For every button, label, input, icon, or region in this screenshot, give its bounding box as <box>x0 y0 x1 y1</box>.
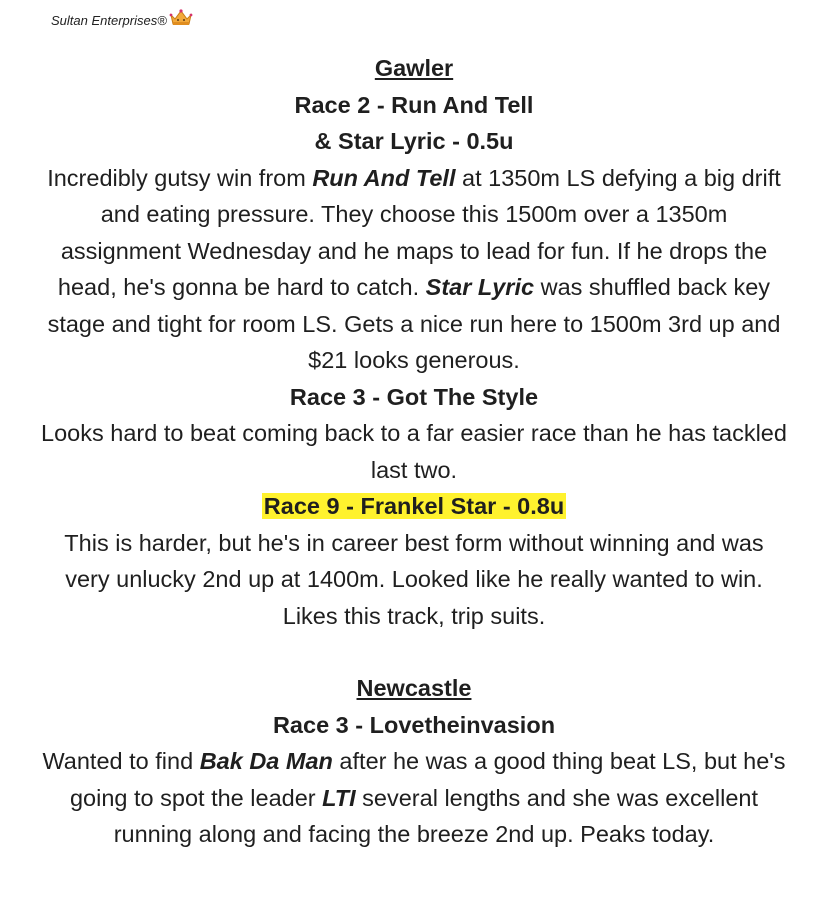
horse-name: Star Lyric <box>425 274 535 300</box>
horse-name: Run And Tell <box>312 164 456 191</box>
race-2-description <box>40 160 788 379</box>
brand-header <box>51 10 193 30</box>
race-2-title: Race 2 - Run And Tell <box>294 91 534 118</box>
race-9-description: This is harder, but he's in career best form without winning and was very unlucky 2nd up at 1400m. Looked like he really wanted to win. Likes this track, trip suits. <box>64 529 764 629</box>
text-fragment: was shuffled back key stage and tight for room LS. Gets a nice run here to 1500m 3rd up and $21 looks generous. <box>47 274 781 373</box>
horse-name: LTI <box>322 784 356 811</box>
text-fragment: Incredibly gutsy win from <box>47 164 313 191</box>
text-fragment: Wanted to find <box>42 748 200 774</box>
section-spacer <box>40 634 788 670</box>
text-fragment: several lengths and she was excellent running along and facing the breeze 2nd up. Peaks today. <box>113 784 758 847</box>
newcastle-race-3-description <box>40 743 788 853</box>
venue-heading-newcastle: Newcastle <box>356 675 472 701</box>
race-3-title: Race 3 - Got The Style <box>289 383 539 410</box>
race-9-title-highlighted: Race 9 - Frankel Star - 0.8u <box>263 493 565 519</box>
newcastle-race-3-title: Race 3 - Lovetheinvasion <box>272 711 556 738</box>
venue-heading-gawler: Gawler <box>374 55 454 81</box>
text-fragment: after he was a good thing beat LS, but he's going to spot the leader <box>69 748 786 811</box>
race-3-description: Looks hard to beat coming back to a far easier race than he has tackled last two. <box>41 420 787 483</box>
horse-name: Bak Da Man <box>199 748 333 774</box>
text-fragment: at 1350m LS defying a big drift and eating pressure. They choose this 1500m over a 1350m assignment Wednesday and he maps to lead for fun. If he drops the head, he's gonna be hard to catch. <box>57 164 781 300</box>
tips-document <box>40 50 788 853</box>
race-2-subtitle: & Star Lyric - 0.5u <box>314 128 514 154</box>
crown-emoji-icon <box>169 7 193 27</box>
brand-name: Sultan Enterprises® <box>51 12 167 28</box>
